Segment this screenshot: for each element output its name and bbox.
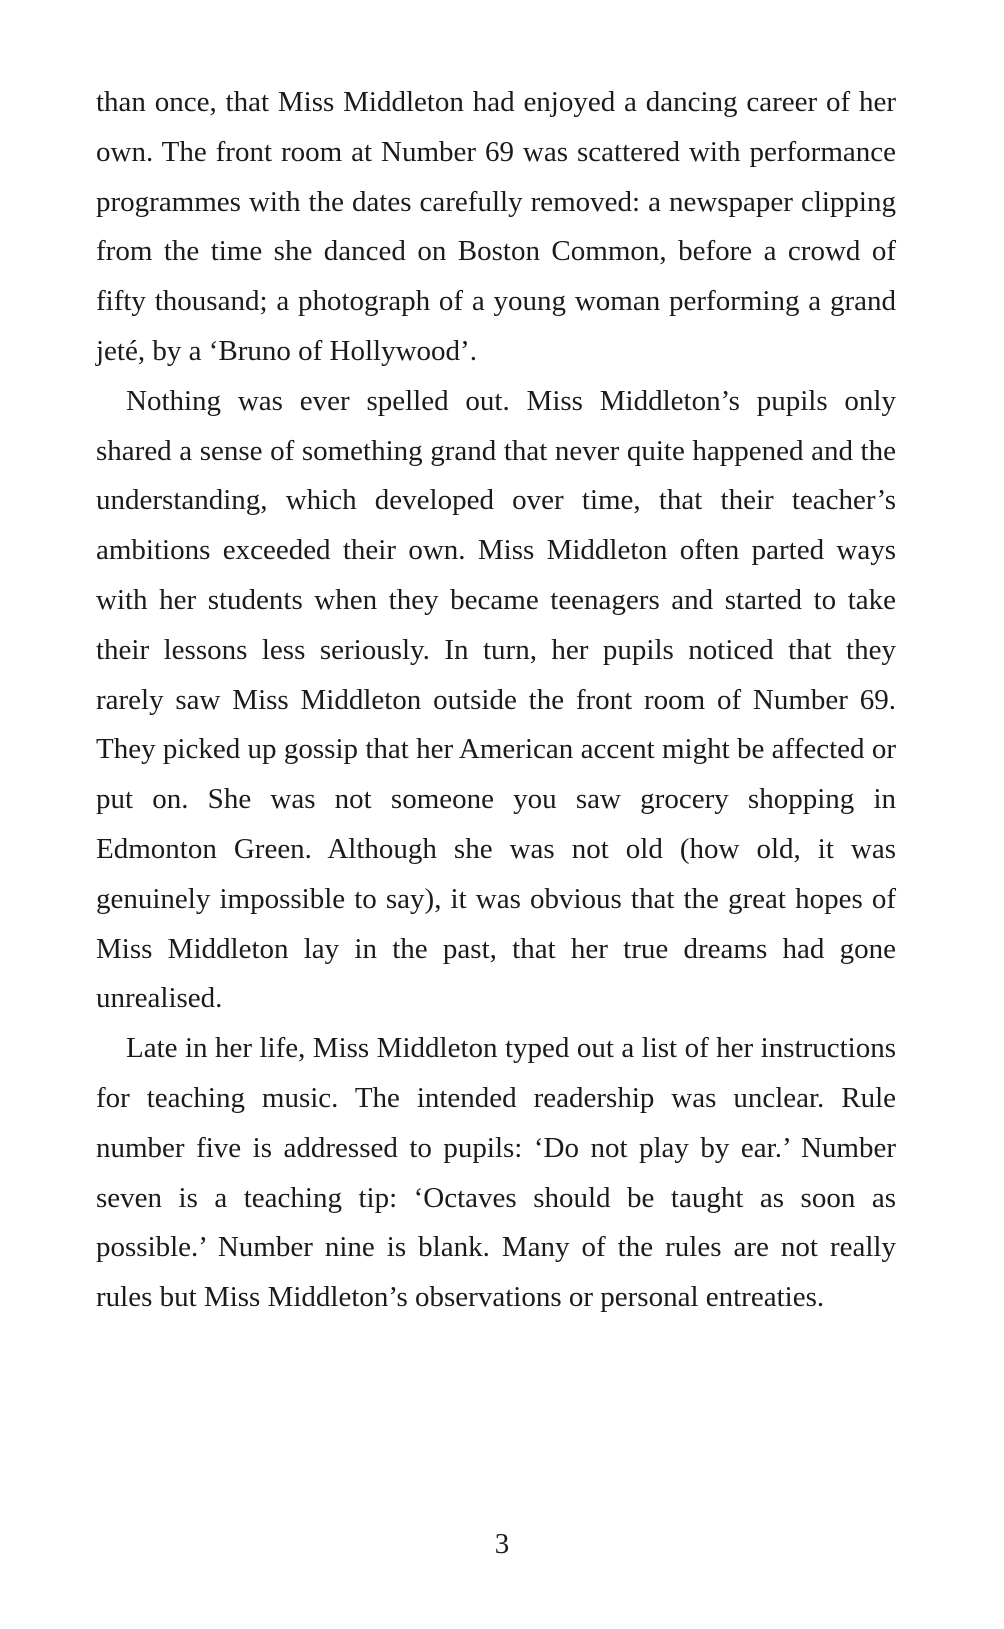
page-number: 3 [494,1528,510,1560]
paragraph: Late in her life, Miss Middleton typed out a list of her instructions for teaching music. The intended readership was unclear. Rule number five is addressed to pupils: ‘Do not play by ear.’ Number seven is a teaching tip: ‘Octaves should be taught as soon as possible.’ Number nine is blank. Many of the rules are not really rules but Miss Middleton’s observations or personal entreaties. [96,1032,896,1314]
paragraph-continued: than once, that Miss Middleton had enjoyed a dancing career of her own. The front room at Number 69 was scattered with performance programmes with the dates carefully removed: a newspaper clipping from the time she danced on Boston Common, before a crowd of fifty thousand; a photograph of a young woman performing a grand jeté, by a ‘Bruno of Hollywood’. [96,86,896,367]
paragraph: Nothing was ever spelled out. Miss Middleton’s pupils only shared a sense of something grand that never quite happened and the understanding, which developed over time, that their teacher’s ambitions exceeded their own. Miss Middleton often parted ways with her students when they became teenagers and started to take their lessons less seriously. In turn, her pupils noticed that they rarely saw Miss Middleton outside the front room of Number 69. They picked up gossip that her American accent might be affected or put on. She was not someone you saw grocery shopping in Edmonton Green. Although she was not old (how old, it was genuinely impossible to say), it was obvious that the great hopes of Miss Middleton lay in the past, that her true dreams had gone unrealised. [96,384,896,1015]
body-text [96,78,896,1323]
